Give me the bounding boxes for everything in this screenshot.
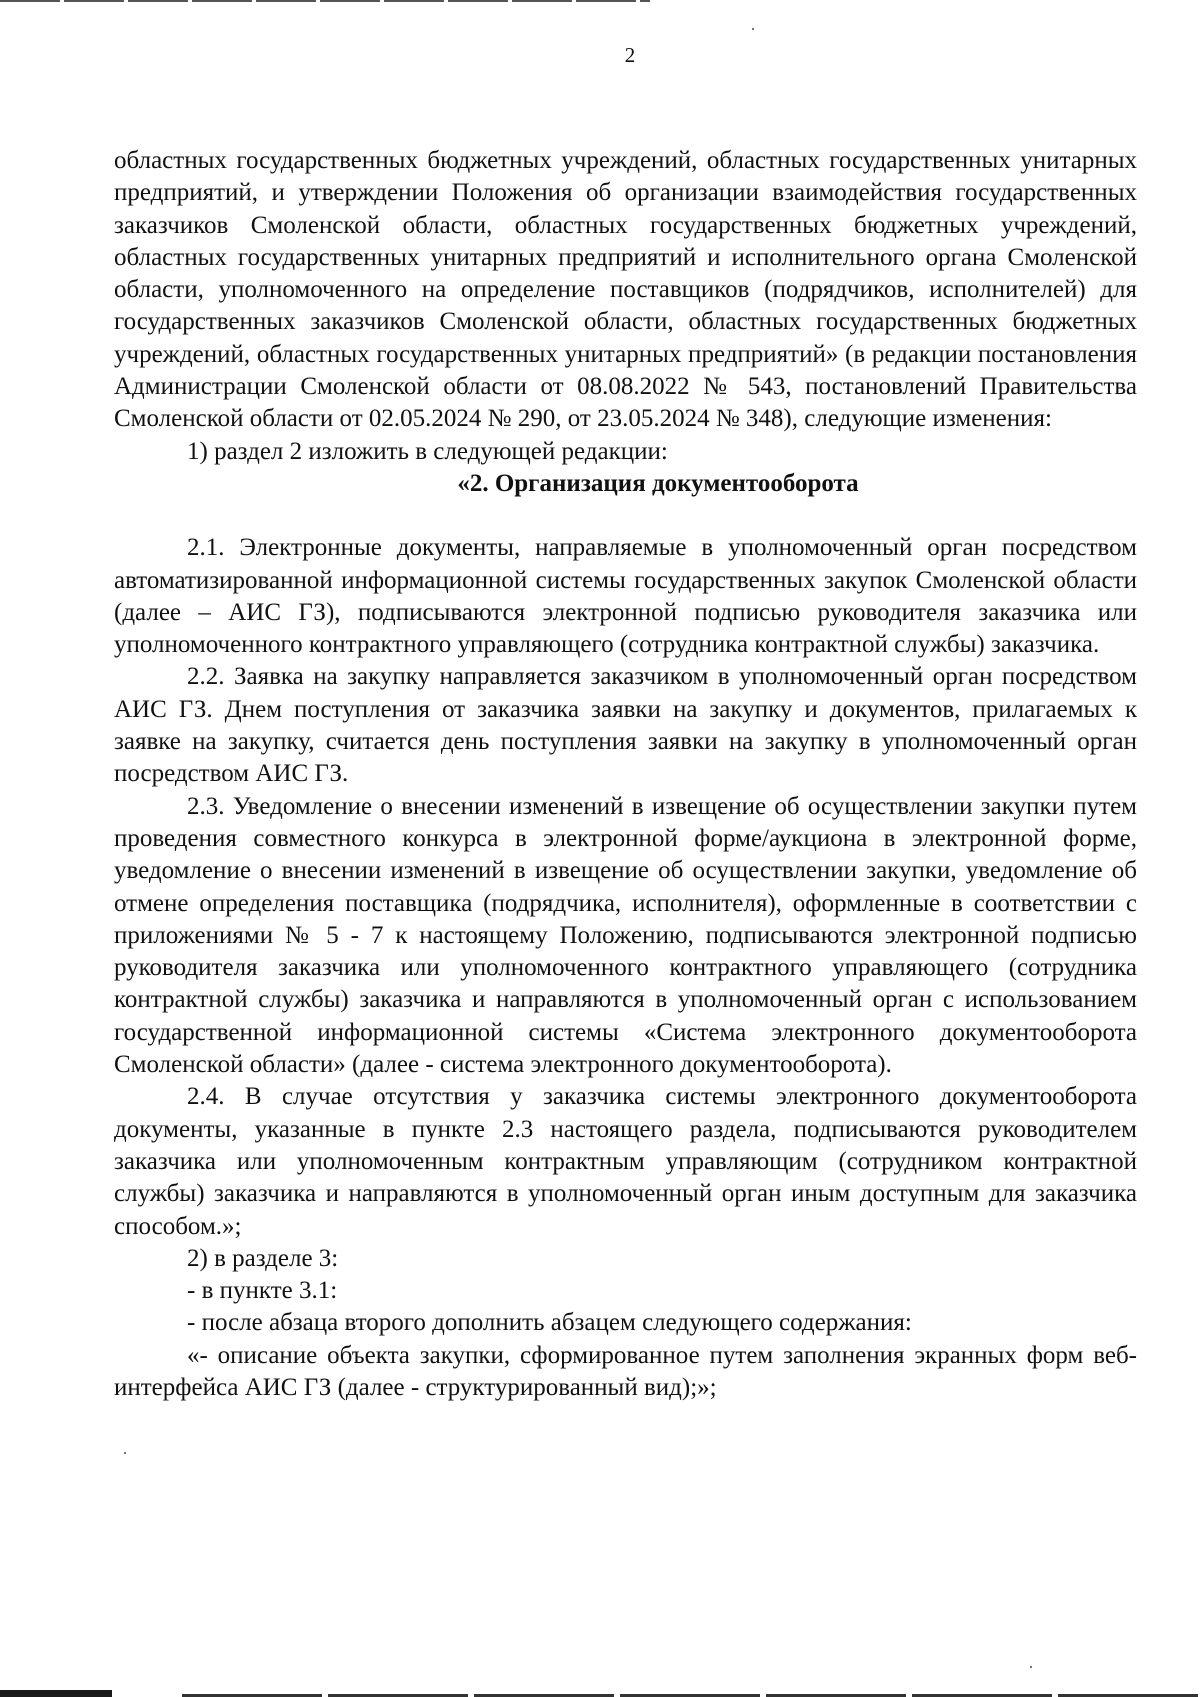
subitem-3-1: - в пункте 3.1: <box>187 1277 338 1305</box>
scan-speck <box>124 1452 126 1454</box>
document-body <box>114 145 1137 1404</box>
page-number: 2 <box>624 43 636 67</box>
amendment-instruction: - после абзаца второго дополнить абзацем следующего содержания: <box>187 1309 912 1337</box>
intro-paragraph: областных государственных бюджетных учреждений, областных государственных унитарных предприятий, и утверждении Положения об организации взаимодействия государственных заказчиков Смоленской области, областных государственных бюджетных учреждений, областных государственных унитарных предприятий и исполнительного органа Смоленской области, уполномоченного на определение поставщиков (подрядчиков, исполнителей) для государственных заказчиков Смоленской области, областных государственных бюджетных учреждений, областных государственных унитарных предприятий» (в редакции постановления Администрации Смоленской области от 08.08.2022 № 543, постановлений Правительства Смоленской области от 02.05.2024 № 290, от 23.05.2024 № 348), следующие изменения: <box>114 147 1137 433</box>
clause-2-1: 2.1. Электронные документы, направляемые в уполномоченный орган посредством автоматизированной информационной системы государственных закупок Смоленской области (далее – АИС ГЗ), подписываются электронной подписью руководителя заказчика или уполномоченного контрактного управляющего (сотрудника контрактной службы) заказчика. <box>114 534 1137 659</box>
item-1: 1) раздел 2 изложить в следующей редакции: <box>187 437 668 465</box>
clause-2-3: 2.3. Уведомление о внесении изменений в извещение об осуществлении закупки путем проведения совместного конкурса в электронной форме/аукциона в электронной форме, уведомление о внесении изменений в извещение об осуществлении закупки, уведомление об отмене определения поставщика (подрядчика, исполнителя), оформленные в соответствии с приложениями № 5 - 7 к настоящему Положению, подписываются электронной подписью руководителя заказчика или уполномоченного контрактного управляющего (сотрудника контрактной службы) заказчика и направляются в уполномоченный орган с использованием государственной информационной системы «Система электронного документооборота Смоленской области» (далее - система электронного документооборота). <box>114 792 1137 1079</box>
clause-2-2: 2.2. Заявка на закупку направляется заказчиком в уполномоченный орган посредством АИС ГЗ. Днем поступления от заказчика заявки на закупку и документов, прилагаемых к заявке на закупку, считается день поступления заявки на закупку в уполномоченный орган посредством АИС ГЗ. <box>114 663 1137 788</box>
amendment-text: «- описание объекта закупки, сформированное путем заполнения экранных форм веб-интерфейса АИС ГЗ (далее - структурированный вид);»; <box>114 1341 1137 1401</box>
item-2: 2) в разделе 3: <box>187 1244 339 1272</box>
clause-2-4: 2.4. В случае отсутствия у заказчика системы электронного документооборота документы, указанные в пункте 2.3 настоящего раздела, подписываются руководителем заказчика или уполномоченным контрактным управляющим (сотрудником контрактной службы) заказчика и направляются в уполномоченный орган иным доступным для заказчика способом.»; <box>114 1083 1137 1240</box>
scan-speck <box>1030 1666 1032 1668</box>
section-heading: «2. Организация документооборота <box>457 469 859 497</box>
scan-edge-top <box>0 0 650 2</box>
scan-edge-bottom-left <box>0 1690 112 1697</box>
scan-speck <box>752 28 754 30</box>
